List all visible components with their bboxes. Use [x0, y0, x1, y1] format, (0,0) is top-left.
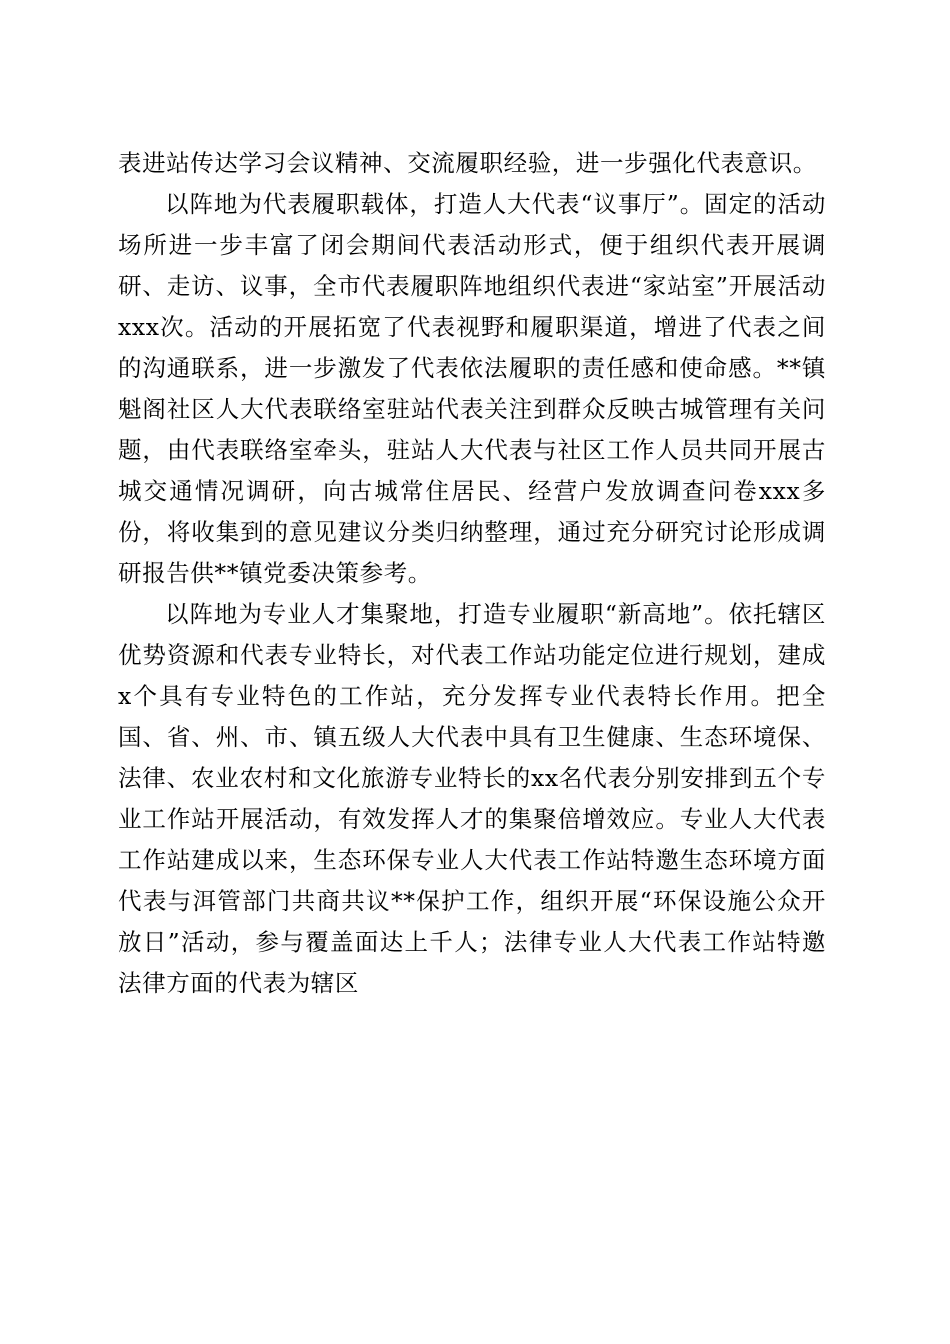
paragraph-professional-highland: 以阵地为专业人才集聚地，打造专业履职“新高地”。依托辖区优势资源和代表专业特长，对代表工作站功能定位进行规划，建成x个具有专业特色的工作站，充分发挥专业代表特长作用。把全国、省、州、市、镇五级人大代表中具有卫生健康、生态环境保、法律、农业农村和文化旅游专业特长的xx名代表分别安排到五个专业工作站开展活动，有效发挥人才的集聚倍增效应。专业人大代表工作站建成以来，生态环保专业人大代表工作站特邀生态环境方面代表与洱管部门共商共议**保护工作，组织开展“环保设施公众开放日”活动，参与覆盖面达上千人；法律专业人大代表工作站特邀法律方面的代表为辖区 — [118, 600, 826, 997]
paragraph-deputy-hall: 以阵地为代表履职载体，打造人大代表“议事厅”。固定的活动场所进一步丰富了闭会期间代表活动形式，便于组织代表开展调研、走访、议事，全市代表履职阵地组织代表进“家站室”开展活动xxx次。活动的开展拓宽了代表视野和履职渠道，增进了代表之间的沟通联系，进一步激发了代表依法履职的责任感和使命感。**镇魁阁社区人大代表联络室驻站代表关注到群众反映古城管理有关问题，由代表联络室牵头，驻站人大代表与社区工作人员共同开展古城交通情况调研，向古城常住居民、经营户发放调查问卷xxx多份，将收集到的意见建议分类归纳整理，通过充分研究讨论形成调研报告供**镇党委决策参考。 — [118, 190, 826, 587]
paragraph-continuation: 表进站传达学习会议精神、交流履职经验，进一步强化代表意识。 — [118, 149, 817, 177]
document-body — [118, 143, 826, 1004]
